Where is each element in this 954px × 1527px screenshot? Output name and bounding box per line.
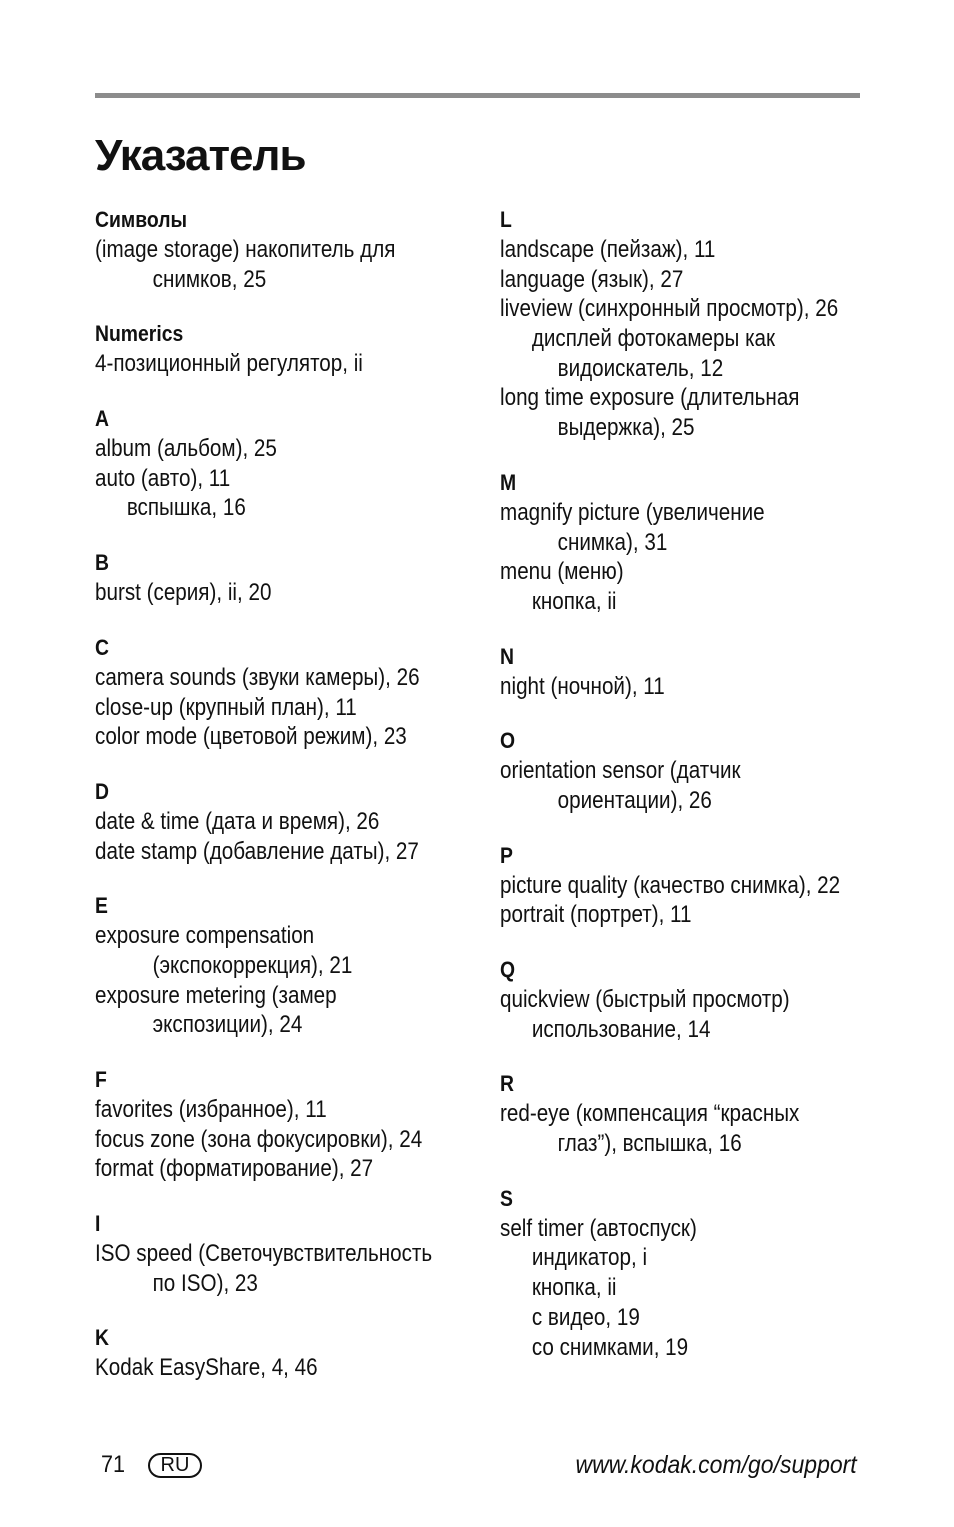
- section-heading: E: [95, 893, 108, 919]
- index-column-left: [95, 205, 465, 1408]
- index-entry: date stamp (добавление даты), 27: [95, 837, 419, 865]
- index-entry: (image storage) накопитель для: [95, 236, 396, 263]
- section-heading: L: [500, 207, 512, 232]
- support-url: www.kodak.com/go/support: [575, 1451, 857, 1479]
- index-section: [500, 205, 870, 443]
- index-section: [95, 404, 465, 523]
- index-subentry: кнопка, ii: [531, 1274, 617, 1302]
- index-subentry: снимков, 25: [152, 265, 267, 293]
- index-entry: burst (серия), ii, 20: [95, 579, 272, 607]
- index-entry: liveview (синхронный просмотр), 26: [500, 295, 839, 323]
- page-footer: [0, 1448, 954, 1488]
- index-entry: auto (авто), 11: [95, 464, 231, 492]
- index-entry: camera sounds (звуки камеры), 26: [95, 663, 420, 691]
- index-entry: red-eye (компенсация “красных: [500, 1100, 800, 1128]
- index-section: [95, 548, 465, 608]
- index-subentry: использование, 14: [531, 1015, 711, 1043]
- index-entry: menu (меню): [500, 558, 624, 586]
- index-subentry: дисплей фотокамеры как: [531, 325, 776, 353]
- index-section: [95, 633, 465, 752]
- index-section: [95, 1065, 465, 1184]
- index-section: [500, 955, 870, 1044]
- index-subentry: выдержка), 25: [557, 414, 695, 442]
- index-entry: date & time (дата и время), 26: [95, 807, 380, 835]
- index-column-right: [500, 205, 870, 1387]
- index-entry: orientation sensor (датчик: [500, 757, 741, 785]
- index-subentry: глаз”), вспышка, 16: [557, 1130, 742, 1158]
- index-section: [500, 642, 870, 702]
- index-entry: focus zone (зона фокусировки), 24: [95, 1125, 423, 1153]
- index-section: [95, 319, 465, 379]
- index-entry: magnify picture (увеличение: [500, 498, 765, 526]
- index-entry: favorites (избранное), 11: [95, 1096, 327, 1123]
- section-heading: R: [500, 1071, 514, 1097]
- index-subentry: со снимками, 19: [531, 1333, 689, 1361]
- index-entry: close-up (крупный план), 11: [95, 693, 357, 721]
- section-heading: D: [95, 778, 109, 804]
- section-heading: Символы: [95, 207, 188, 232]
- index-entry: quickview (быстрый просмотр): [500, 986, 790, 1013]
- index-subentry: экспозиции), 24: [152, 1011, 303, 1039]
- index-section: [500, 726, 870, 815]
- index-subentry: по ISO), 23: [152, 1269, 258, 1297]
- index-section: [95, 1323, 465, 1383]
- section-heading: S: [500, 1185, 513, 1211]
- section-heading: A: [95, 406, 109, 432]
- index-subentry: видоискатель, 12: [557, 354, 724, 382]
- index-subentry: вспышка, 16: [126, 494, 246, 522]
- index-entry: color mode (цветовой режим), 23: [95, 723, 407, 751]
- index-subentry: с видео, 19: [531, 1303, 640, 1331]
- index-subentry: снимка), 31: [557, 528, 668, 556]
- index-entry: Kodak EasyShare, 4, 46: [95, 1354, 318, 1382]
- section-heading: O: [500, 728, 516, 754]
- top-rule: [95, 93, 860, 98]
- index-entry: landscape (пейзаж), 11: [500, 236, 716, 263]
- section-heading: B: [95, 550, 109, 576]
- section-heading: M: [500, 469, 517, 495]
- index-entry: portrait (портрет), 11: [500, 901, 692, 929]
- index-entry: night (ночной), 11: [500, 672, 665, 700]
- index-section: [500, 1069, 870, 1158]
- index-section: [500, 468, 870, 617]
- index-entry: language (язык), 27: [500, 265, 684, 293]
- index-section: [500, 841, 870, 930]
- index-entry: exposure metering (замер: [95, 981, 337, 1009]
- index-entry: picture quality (качество снимка), 22: [500, 871, 841, 899]
- section-heading: Q: [500, 957, 516, 982]
- index-entry: exposure compensation: [95, 922, 315, 950]
- section-heading: C: [95, 634, 109, 660]
- section-heading: I: [95, 1211, 101, 1237]
- index-subentry: кнопка, ii: [531, 587, 617, 615]
- index-section: [500, 1184, 870, 1362]
- index-subentry: индикатор, i: [531, 1244, 648, 1272]
- index-entry: long time exposure (длительная: [500, 384, 800, 412]
- index-entry: 4-позиционный регулятор, ii: [95, 350, 363, 378]
- index-section: [95, 205, 465, 294]
- index-section: [95, 777, 465, 866]
- section-heading: F: [95, 1067, 107, 1092]
- page-number: 71: [101, 1451, 126, 1478]
- index-entry: album (альбом), 25: [95, 435, 277, 463]
- index-entry: format (форматирование), 27: [95, 1155, 374, 1183]
- section-heading: Numerics: [95, 321, 184, 347]
- section-heading: K: [95, 1325, 109, 1351]
- index-entry: ISO speed (Светочувствительность: [95, 1240, 433, 1268]
- index-subentry: ориентации), 26: [557, 786, 712, 814]
- index-section: [95, 1209, 465, 1298]
- section-heading: N: [500, 643, 514, 669]
- index-section: [95, 891, 465, 1040]
- index-entry: self timer (автоспуск): [500, 1214, 697, 1242]
- section-heading: P: [500, 842, 513, 868]
- index-subentry: (экспокоррекция), 21: [152, 951, 353, 979]
- page-title: Указатель: [95, 131, 306, 180]
- language-badge: RU: [148, 1453, 202, 1478]
